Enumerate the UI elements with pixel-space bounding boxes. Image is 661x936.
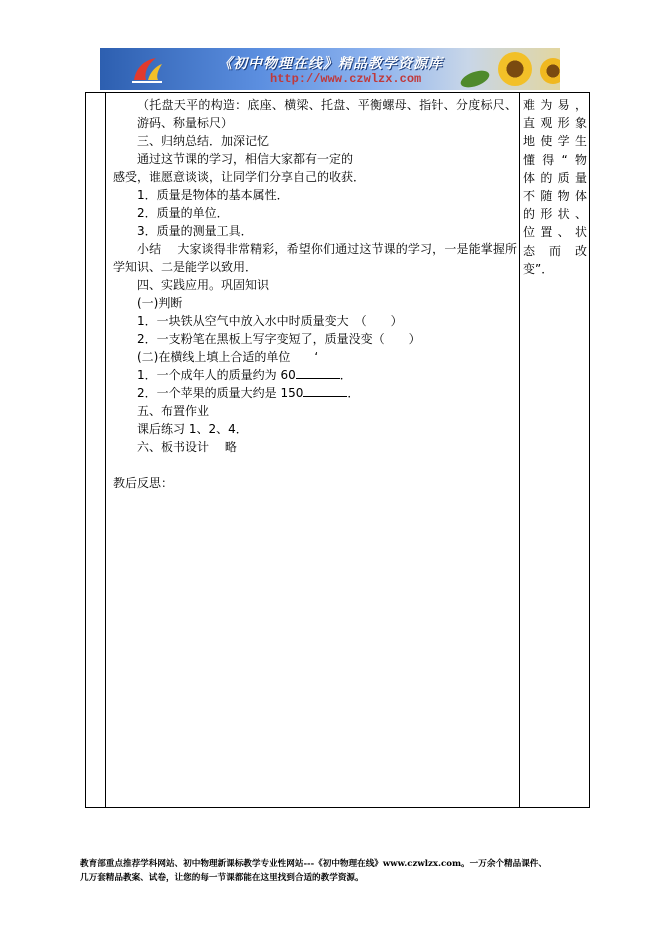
balance-structure-note: （托盘天平的构造：底座、横梁、托盘、平衡螺母、指针、分度标尺、游码、称量标尺）: [137, 98, 517, 130]
paragraph-line: 通过这节课的学习，相信大家都有一定的: [137, 152, 354, 166]
section-heading-homework: 五、布置作业: [137, 404, 210, 418]
side-note-line: 的形状、: [523, 207, 587, 222]
answer-blank: [303, 384, 347, 397]
list-item: 2．质量的单位．: [137, 206, 229, 220]
list-item: 3．质量的测量工具．: [137, 224, 253, 238]
side-note-line: 位置、状: [523, 225, 587, 240]
subsection-heading-judge: (一)判断: [137, 296, 183, 310]
page-footer: [80, 857, 600, 885]
footer-line: 几万套精品教案、试卷，让您的每一节课都能在这里找到合适的教学资源。: [80, 873, 364, 883]
section-heading-board: 六、板书设计 略: [137, 440, 237, 454]
side-note-line: 变”．: [523, 261, 554, 276]
judge-question: 1．一块铁从空气中放入水中时质量变大 （ ）: [137, 314, 403, 328]
paragraph-line: 感受，谁愿意谈谈，让同学们分享自己的收获．: [113, 170, 366, 184]
footer-line: 教育部重点推荐学科网站、初中物理新课标教学专业性网站---《初中物理在线》www.czwlzx.com。一万余个精品课件、: [80, 859, 547, 869]
site-logo-icon: [130, 54, 164, 84]
judge-question: 2．一支粉笔在黑板上写字变短了，质量没变（ ）: [137, 332, 421, 346]
fill-question: 2．一个苹果的质量大约是 150 ．: [137, 386, 360, 400]
side-notes: [523, 96, 587, 278]
banner-url[interactable]: http://www.czwlzx.com: [270, 72, 422, 86]
banner-title: 《初中物理在线》精品教学资源库: [218, 56, 443, 72]
list-item: 1．质量是物体的基本属性．: [137, 188, 289, 202]
lesson-content: [113, 96, 517, 492]
side-note-line: 不随物体: [523, 189, 587, 204]
side-note-line: 懂得“物: [523, 152, 587, 167]
side-note-line: 直观形象: [523, 116, 587, 131]
subsection-heading-fill: (二)在横线上填上合适的单位 ‘: [137, 350, 319, 364]
summary-paragraph: 小结 大家谈得非常精彩，希望你们通过这节课的学习，一是能掌握所学知识、二是能学以致用．: [113, 242, 517, 274]
side-note-line: 地使学生: [523, 134, 587, 149]
fill-question: 1．一个成年人的质量约为 60 ．: [137, 368, 352, 382]
sunflower-icon: [498, 52, 532, 86]
section-heading-summary: 三、归纳总结．加深记忆: [137, 134, 270, 148]
column-divider-right: [519, 93, 520, 807]
reflection-label: 教后反思：: [113, 476, 174, 490]
column-divider-left: [105, 93, 106, 807]
header-banner: [100, 48, 560, 90]
section-heading-practice: 四、实践应用。巩固知识: [137, 278, 270, 292]
homework-item: 课后练习 1、2、4．: [137, 422, 248, 436]
side-note-line: 体的质量: [523, 170, 587, 185]
sunflower-small-icon: [540, 58, 560, 84]
answer-blank: [296, 366, 340, 379]
side-note-line: 态 而 改: [523, 243, 587, 258]
side-note-line: 难为易，: [523, 98, 587, 112]
leaf-decoration-icon: [459, 67, 492, 90]
